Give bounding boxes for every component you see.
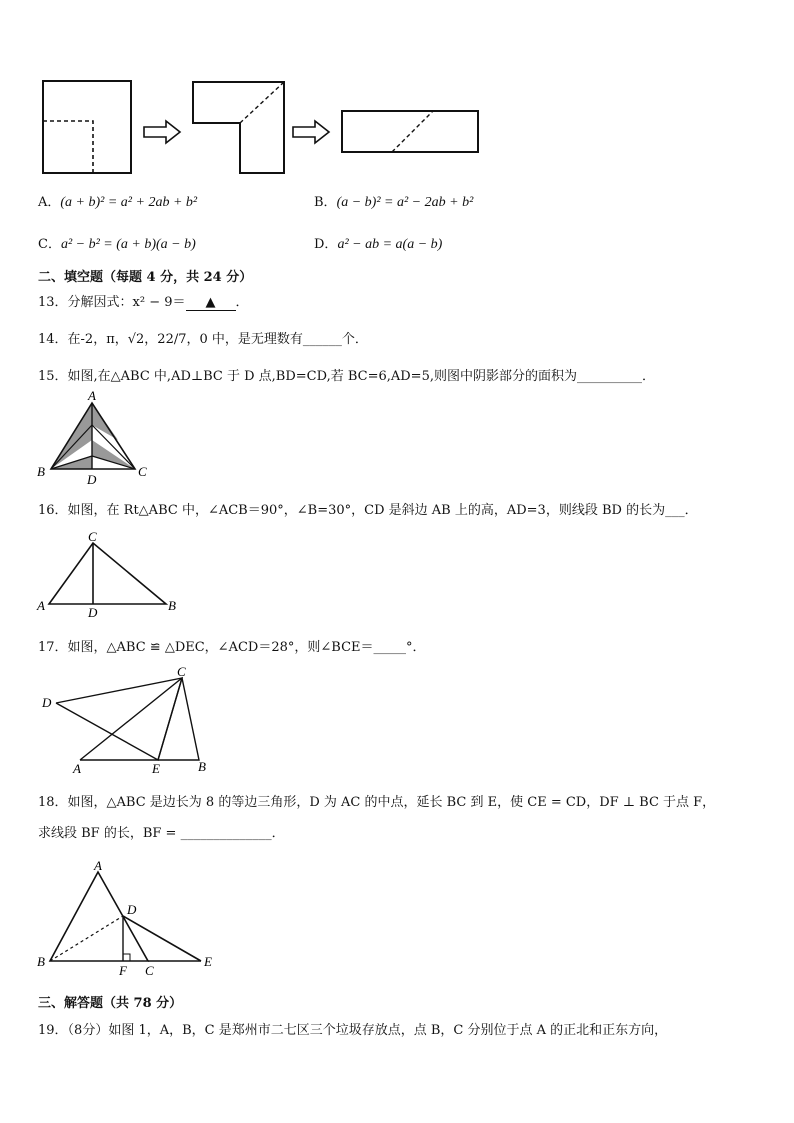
q17-label-e: E	[152, 761, 160, 776]
option-d-label: D．	[314, 237, 338, 252]
q17-label-b: B	[198, 759, 206, 774]
q15-label-c: C	[138, 464, 147, 479]
section-2-title: 二、填空题（每题 4 分，共 24 分）	[38, 270, 253, 285]
option-a-expr: (a + b)² = a² + 2ab + b²	[60, 195, 198, 210]
question-17: 17．如图，△ABC ≌ △DEC，∠ACD＝28°，则∠BCE＝_____°．	[38, 640, 426, 655]
question-18-line-2: 求线段 BF 的长，BF = ______________．	[38, 826, 285, 841]
q17-label-a: A	[73, 761, 81, 776]
question-16: 16．如图，在 Rt△ABC 中，∠ACB＝90°，∠B=30°，CD 是斜边 AB 上的高，AD=3，则线段 BD 的长为___．	[38, 503, 698, 518]
option-c-expr: a² − b² = (a + b)(a − b)	[60, 237, 196, 252]
q15-label-b: B	[37, 464, 45, 479]
option-d-expr: a² − ab = a(a − b)	[337, 237, 443, 252]
section-3-title: 三、解答题（共 78 分）	[38, 996, 183, 1011]
q18-label-f: F	[119, 963, 127, 978]
q17-label-d: D	[42, 695, 52, 710]
question-14: 14．在-2，π，√2，22/7，0 中，是无理数有______个．	[38, 332, 368, 347]
option-b-label: B．	[314, 195, 337, 210]
question-15: 15．如图,在△ABC 中,AD⊥BC 于 D 点,BD=CD,若 BC=6,AD=5,则图中阴影部分的面积为__________．	[38, 369, 655, 384]
q15-label-a: A	[88, 388, 96, 403]
q18-label-b: B	[37, 954, 45, 969]
q13-text: 13．分解因式：x² − 9＝	[38, 295, 186, 310]
question-19: 19．（8分）如图 1，A，B，C 是郑州市二七区三个垃圾存放点，点 B，C 分别位于点 A 的正北和正东方向，	[38, 1023, 668, 1038]
q13-answer-mark: ▲	[205, 295, 216, 310]
option-c-label: C．	[38, 237, 61, 252]
q18-label-a: A	[94, 858, 102, 873]
q18-label-e: E	[204, 954, 212, 969]
q15-label-d: D	[87, 472, 97, 487]
q18-dashed-bd	[50, 916, 123, 961]
option-a-label: A．	[38, 195, 61, 210]
q18-right-angle-mark	[123, 954, 130, 961]
q16-label-d: D	[88, 605, 98, 620]
q18-label-d: D	[127, 902, 137, 917]
q16-label-b: B	[168, 598, 176, 613]
q16-label-c: C	[88, 529, 97, 544]
question-18-line-1: 18．如图，△ABC 是边长为 8 的等边三角形，D 为 AC 的中点，延长 BC 到 E，使 CE = CD，DF ⊥ BC 于点 F，	[38, 795, 716, 810]
q17-label-c: C	[177, 664, 186, 679]
q13-end: ．	[235, 295, 249, 310]
option-b-expr: (a − b)² = a² − 2ab + b²	[336, 195, 474, 210]
q18-label-c: C	[145, 963, 154, 978]
q16-label-a: A	[37, 598, 45, 613]
